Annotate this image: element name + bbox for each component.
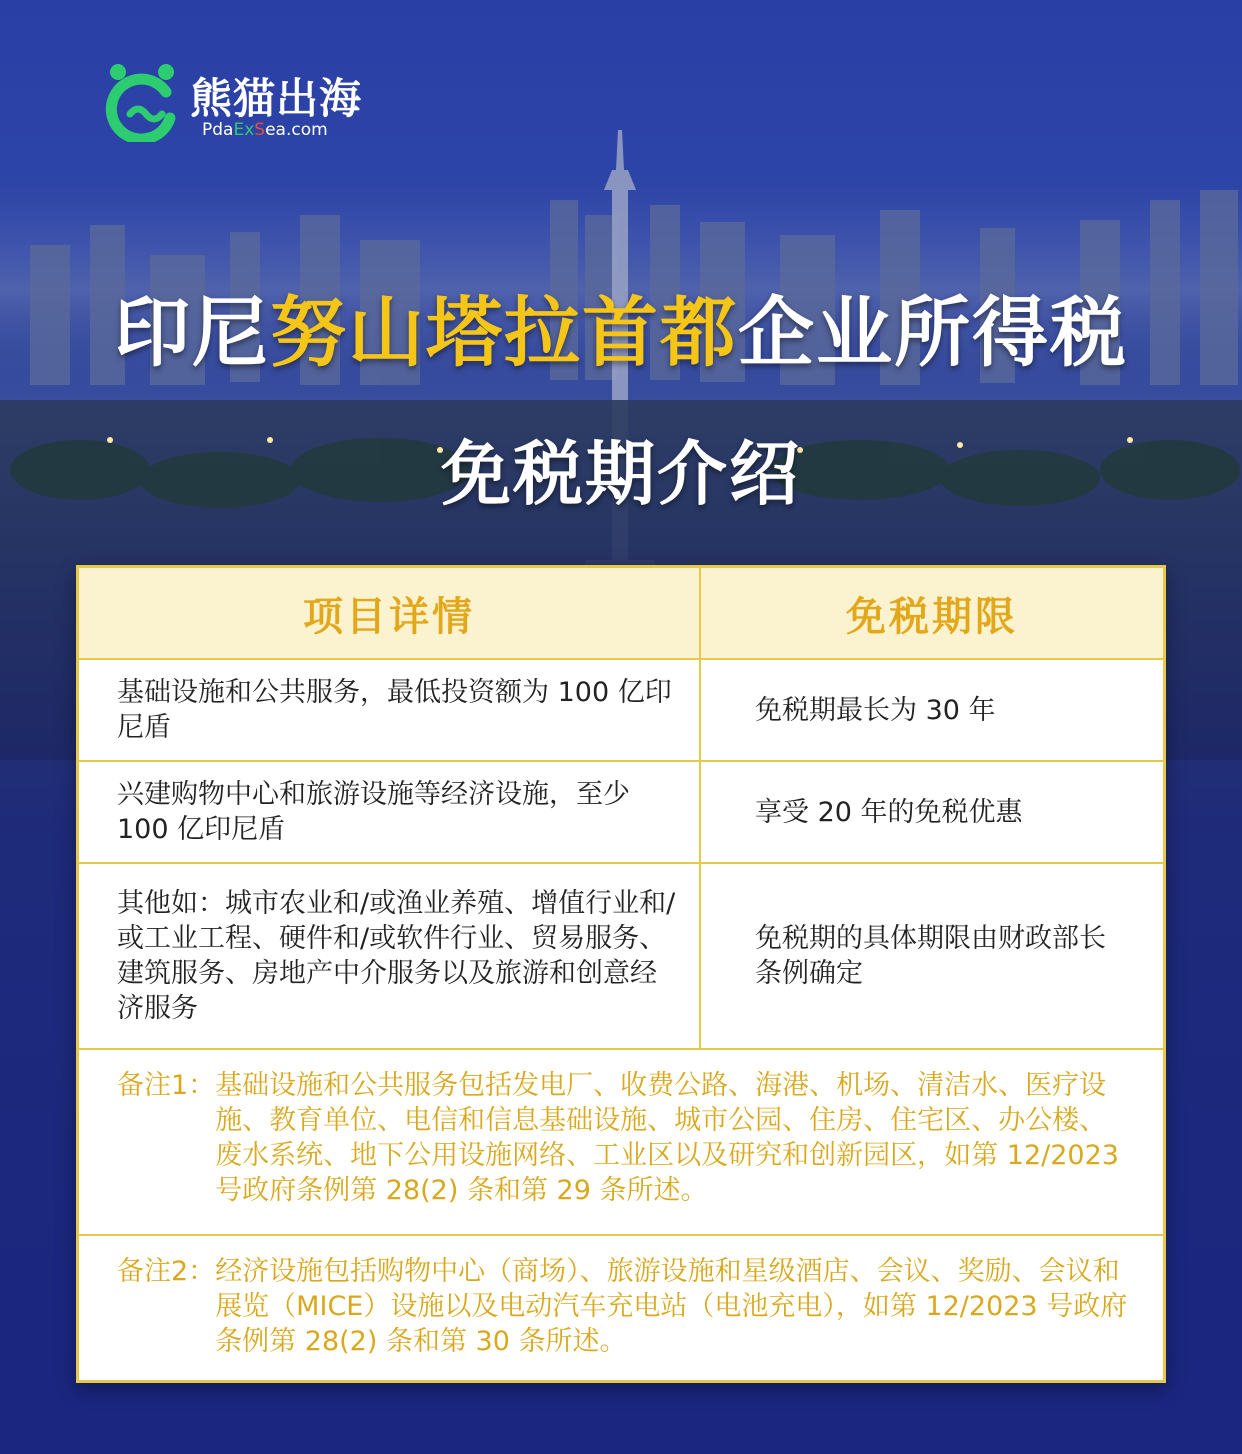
row-period: 免税期的具体期限由财政部长条例确定 [755,923,1106,989]
title-prefix: 印尼 [114,288,270,377]
title-suffix: 企业所得税 [738,288,1128,377]
logo-domain-part-3: S [254,120,266,140]
title-accent: 努山塔拉首都 [270,288,738,377]
row-period: 免税期最长为 30 年 [755,694,996,726]
note-text: 基础设施和公共服务包括发电厂、收费公路、海港、机场、清洁水、医疗设施、教育单位、电信和信息基础设施、城市公园、住房、住宅区、办公楼、废水系统、地下公用设施网络、工业区以及研究和创新园区，如第 12/2023 号政府条例第 28(2) 条和第 29 条所述。 [215,1070,1119,1206]
page-subtitle: 免税期介绍 [441,433,801,515]
logo-domain-part-2: Ex [233,120,255,140]
row-detail: 基础设施和公共服务，最低投资额为 100 亿印尼盾 [79,660,701,760]
note-label: 备注1： [117,1070,216,1101]
note-2 [79,1236,1163,1380]
table-row [79,660,1163,762]
table-row [79,864,1163,1050]
note-1 [79,1050,1163,1236]
logo-domain-part-1: Pda [202,120,234,140]
table-header-row [79,568,1163,660]
logo-name: 熊猫出海 [190,74,363,123]
logo-domain [202,120,328,140]
brand-logo [104,62,374,152]
header-exemption-period: 免税期限 [846,593,1018,640]
table-row [79,762,1163,864]
logo-domain-part-4: ea.com [265,120,328,140]
note-label: 备注2： [117,1256,216,1287]
note-text: 经济设施包括购物中心（商场）、旅游设施和星级酒店、会议、奖励、会议和展览（MICE）设施以及电动汽车充电站（电池充电），如第 12/2023 号政府条例第 28(2) 条和第 30 条所述。 [215,1256,1128,1357]
panda-logo-icon [104,62,184,142]
header-project-details: 项目详情 [79,568,701,658]
row-detail: 兴建购物中心和旅游设施等经济设施，至少 100 亿印尼盾 [79,762,701,862]
tax-holiday-table [76,565,1166,1383]
row-period: 享受 20 年的免税优惠 [755,796,1023,828]
row-detail: 其他如：城市农业和/或渔业养殖、增值行业和/或工业工程、硬件和/或软件行业、贸易服务、建筑服务、房地产中介服务以及旅游和创意经济服务 [79,864,701,1048]
page-title [0,272,1242,381]
